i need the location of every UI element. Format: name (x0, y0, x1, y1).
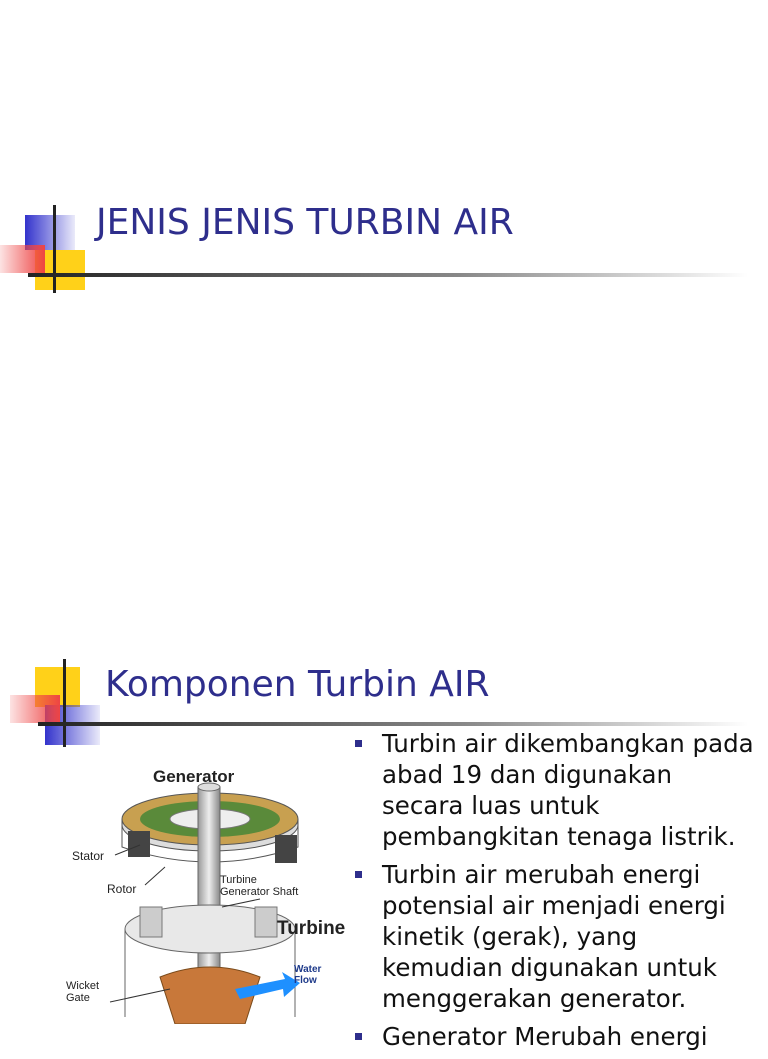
slide-1 (0, 0, 768, 512)
water-flow-label-line1: Water (294, 964, 322, 975)
slide-1-corner-decoration (0, 200, 110, 295)
slide-2-title: Komponen Turbin AIR (105, 664, 490, 705)
stator-label: Stator (72, 849, 105, 863)
slide-2-corner-decoration (0, 657, 110, 752)
bullet-text: Generator Merubah energi (382, 1022, 708, 1051)
wicket-label-line1: Wicket (66, 980, 99, 992)
slide-2 (0, 512, 768, 1051)
slide-1-title-rule (28, 273, 748, 277)
shaft-label-line1: Turbine (220, 874, 257, 886)
bullet-item (355, 859, 755, 1014)
bullet-text: Turbin air dikembangkan pada abad 19 dan digunakan secara luas untuk pembangkitan tenaga listrik. (382, 729, 754, 851)
bullet-square-icon (355, 1033, 362, 1040)
bullet-list (355, 728, 755, 1059)
slide-2-title-rule (38, 722, 748, 726)
bullet-square-icon (355, 871, 362, 878)
water-flow-label-line2: Flow (294, 975, 317, 986)
bullet-square-icon (355, 740, 362, 747)
wicket-label-line2: Gate (66, 992, 90, 1004)
slide-1-title: JENIS JENIS TURBIN AIR (96, 202, 514, 243)
rotor-label: Rotor (107, 882, 137, 896)
shaft-label-line2: Generator Shaft (220, 886, 299, 898)
bullet-item (355, 1021, 755, 1052)
bullet-text: Turbin air merubah energi potensial air menjadi energi kinetik (gerak), yang kemudian digunakan untuk menggerakan generator. (382, 860, 726, 1013)
turbine-label: Turbine (277, 918, 346, 939)
turbine-generator-diagram (60, 757, 360, 1024)
bullet-item (355, 728, 755, 852)
generator-label: Generator (153, 767, 235, 786)
